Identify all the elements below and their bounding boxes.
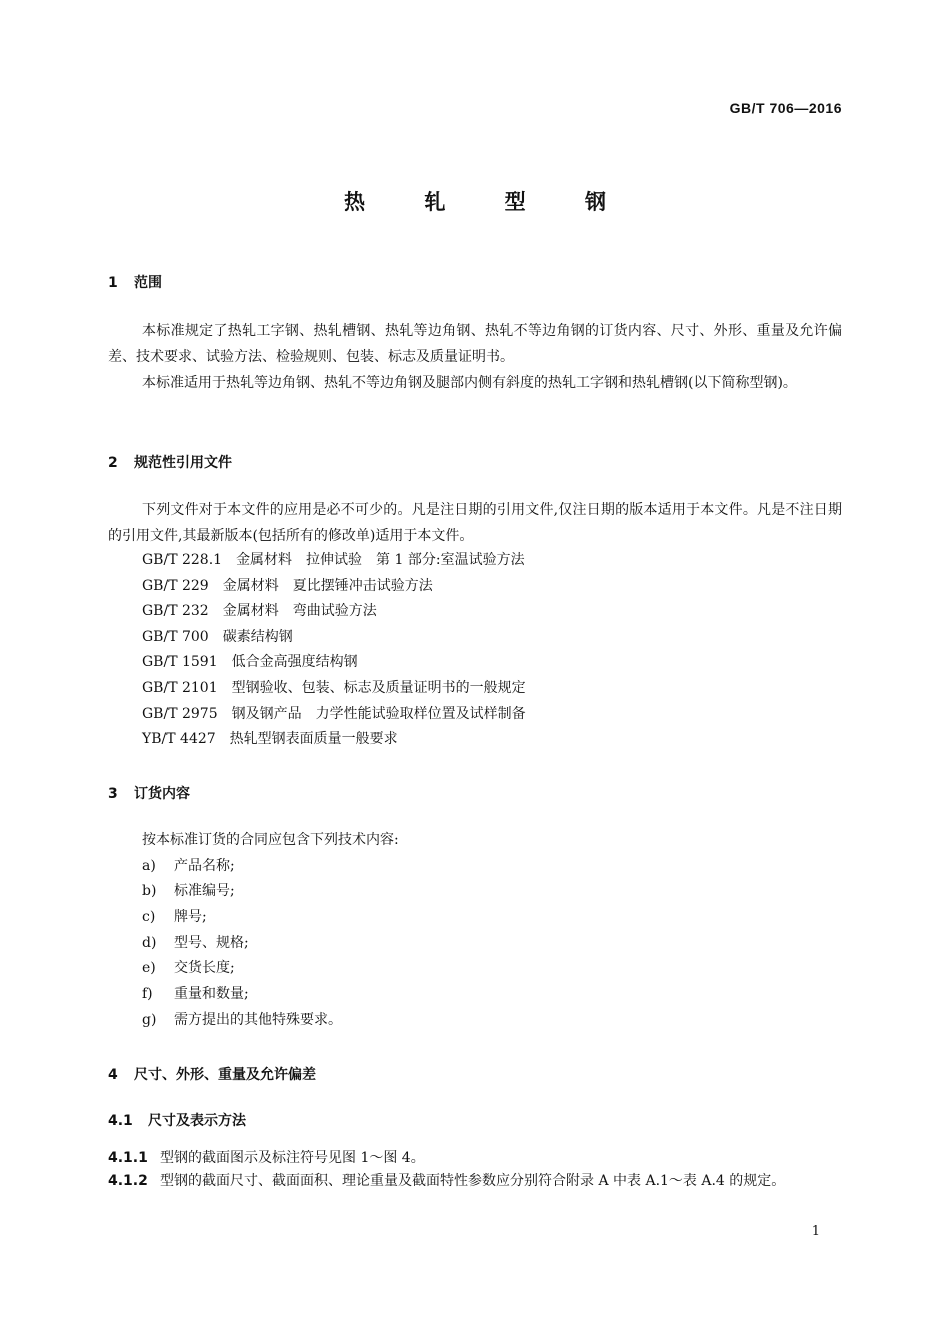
section-title: 规范性引用文件 xyxy=(134,455,232,471)
reference-item: GB/T 2101 型钢验收、包装、标志及质量证明书的一般规定 xyxy=(142,680,526,696)
section-number: 2 xyxy=(108,455,118,471)
clause-4-1-2 xyxy=(108,1168,842,1194)
clause-number: 4.1.1 xyxy=(108,1150,148,1166)
section-4-heading xyxy=(108,1064,316,1084)
clause-4-1-1 xyxy=(108,1147,425,1167)
list-item: a) 产品名称; xyxy=(142,858,235,874)
section-2-heading xyxy=(108,452,232,472)
section-2-paragraph-1: 下列文件对于本文件的应用是必不可少的。凡是注日期的引用文件,仅注日期的版本适用于本文件。凡是不注日期的引用文件,其最新版本(包括所有的修改单)适用于本文件。 xyxy=(108,502,842,544)
list-item: g) 需方提出的其他特殊要求。 xyxy=(142,1012,342,1028)
reference-item: GB/T 1591 低合金高强度结构钢 xyxy=(142,654,358,670)
clause-text: 型钢的截面尺寸、截面面积、理论重量及截面特性参数应分别符合附录 A 中表 A.1～表 A.4 的规定。 xyxy=(160,1173,786,1189)
list-item: e) 交货长度; xyxy=(142,960,235,976)
list-item: c) 牌号; xyxy=(142,909,207,925)
section-3-intro: 按本标准订货的合同应包含下列技术内容: xyxy=(142,832,399,848)
subsection-4-1-heading xyxy=(108,1110,246,1130)
page-number: 1 xyxy=(811,1224,820,1239)
reference-item: GB/T 232 金属材料 弯曲试验方法 xyxy=(142,603,377,619)
section-1-paragraph-1: 本标准规定了热轧工字钢、热轧槽钢、热轧等边角钢、热轧不等边角钢的订货内容、尺寸、外形、重量及允许偏差、技术要求、试验方法、检验规则、包装、标志及质量证明书。 xyxy=(108,323,842,365)
reference-item: GB/T 700 碳素结构钢 xyxy=(142,629,293,645)
reference-item: GB/T 2975 钢及钢产品 力学性能试验取样位置及试样制备 xyxy=(142,706,526,722)
reference-item: GB/T 228.1 金属材料 拉伸试验 第 1 部分:室温试验方法 xyxy=(142,552,525,568)
reference-item: YB/T 4427 热轧型钢表面质量一般要求 xyxy=(142,731,398,747)
section-number: 1 xyxy=(108,275,118,291)
section-number: 4.1 xyxy=(108,1113,133,1129)
section-3-heading xyxy=(108,783,190,803)
standard-code: GB/T 706—2016 xyxy=(729,100,842,116)
document-title: 热 轧 型 钢 xyxy=(344,190,632,214)
section-title: 尺寸及表示方法 xyxy=(148,1113,246,1129)
list-item: f) 重量和数量; xyxy=(142,986,249,1002)
clause-number: 4.1.2 xyxy=(108,1173,148,1189)
section-title: 范围 xyxy=(134,275,162,291)
section-number: 3 xyxy=(108,786,118,802)
section-1-heading xyxy=(108,272,162,292)
clause-text: 型钢的截面图示及标注符号见图 1～图 4。 xyxy=(160,1150,425,1166)
section-title: 尺寸、外形、重量及允许偏差 xyxy=(134,1067,316,1083)
section-number: 4 xyxy=(108,1067,118,1083)
reference-item: GB/T 229 金属材料 夏比摆锤冲击试验方法 xyxy=(142,578,433,594)
list-item: d) 型号、规格; xyxy=(142,935,249,951)
list-item: b) 标准编号; xyxy=(142,883,235,899)
section-title: 订货内容 xyxy=(134,786,190,802)
section-1-paragraph-2: 本标准适用于热轧等边角钢、热轧不等边角钢及腿部内侧有斜度的热轧工字钢和热轧槽钢(以下简称型钢)。 xyxy=(142,375,797,391)
